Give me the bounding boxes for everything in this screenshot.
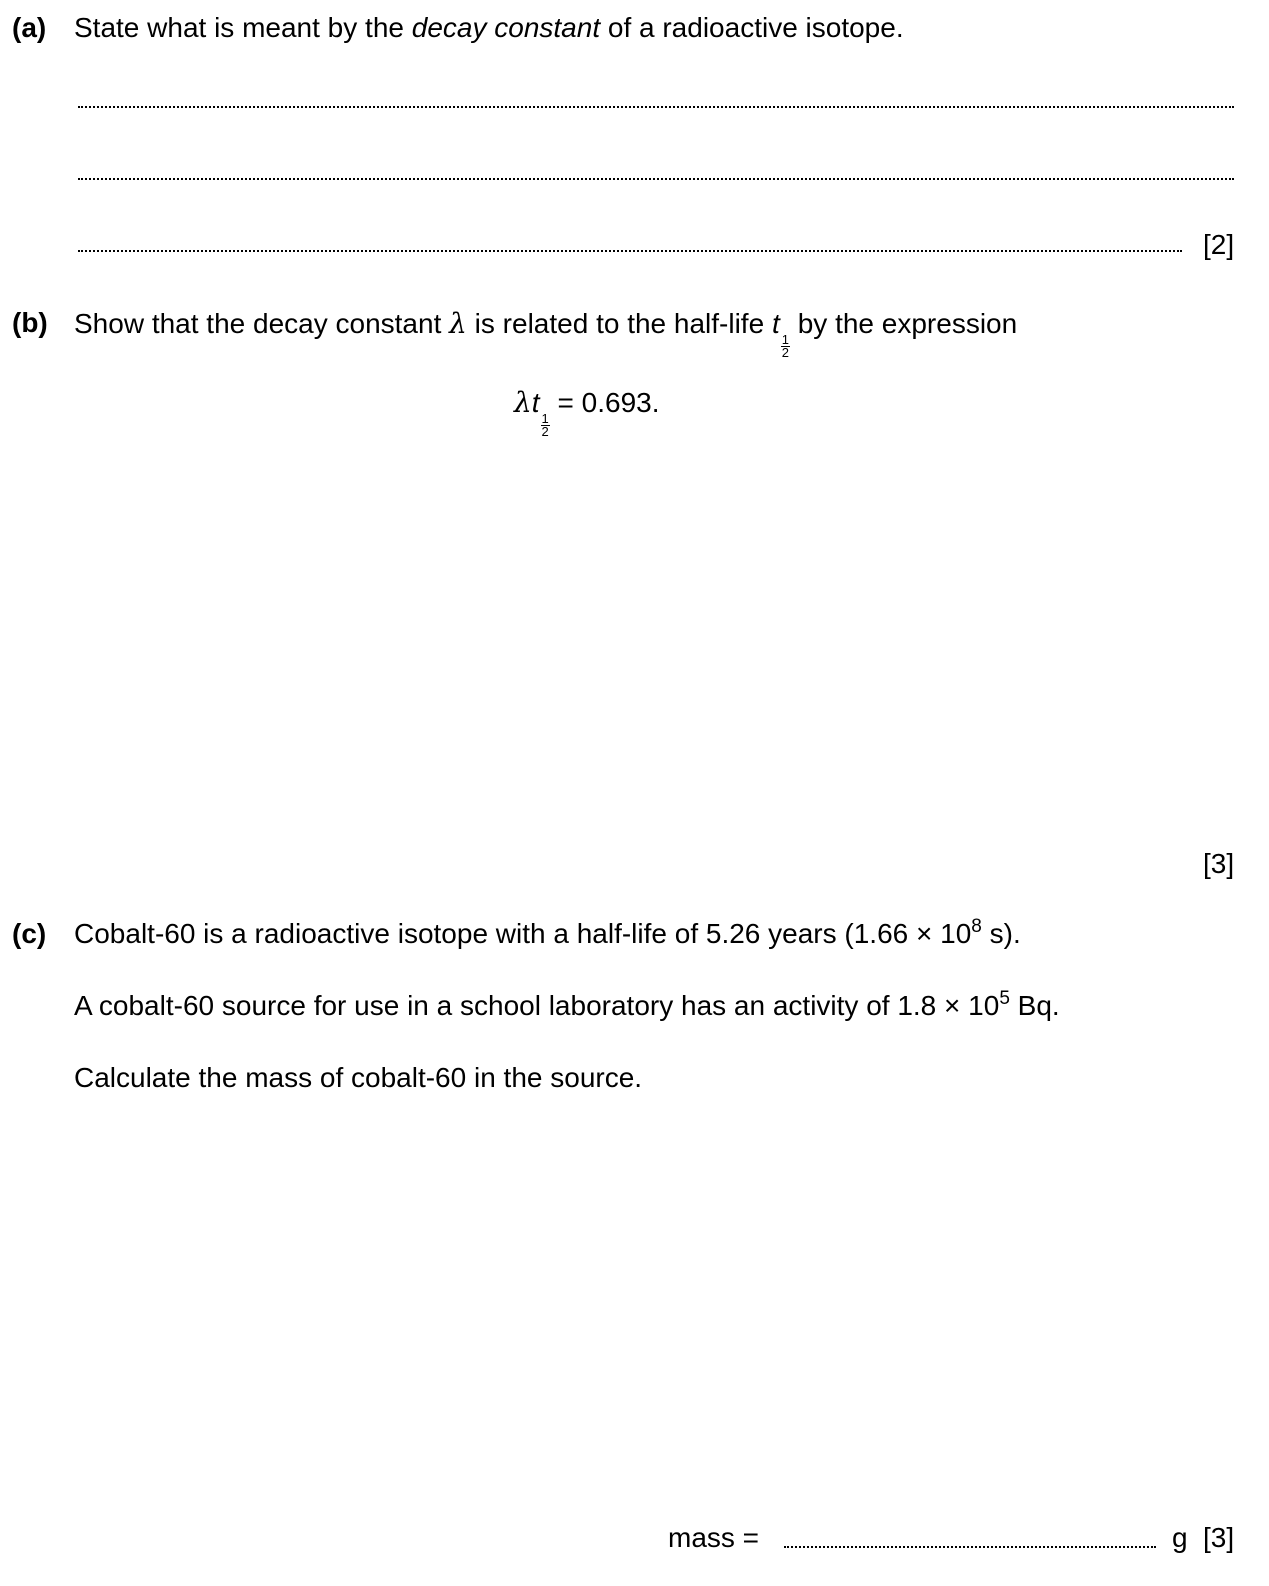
part-a-text-after: of a radioactive isotope. <box>600 12 904 43</box>
part-c-line-1 <box>74 918 1021 950</box>
lambda-symbol: λ <box>449 307 467 340</box>
answer-line-a2[interactable] <box>78 178 1234 180</box>
part-b-question <box>74 307 1017 359</box>
part-b-marks: [3] <box>1203 848 1235 879</box>
part-c-line-3: Calculate the mass of cobalt-60 in the source. <box>74 1062 643 1093</box>
part-b-text-middle: is related to the half-life <box>466 308 772 339</box>
part-a-label: (a) <box>12 12 47 43</box>
expression-lambda: λ <box>514 386 532 419</box>
part-a-question <box>74 12 904 44</box>
half-numerator: 1 <box>781 332 789 347</box>
part-c-marks: [3] <box>1203 1522 1235 1553</box>
expression-value: = 0.693. <box>549 387 660 418</box>
part-a-marks: [2] <box>1203 229 1235 260</box>
answer-line-a3[interactable] <box>78 250 1182 252</box>
mass-unit: g <box>1172 1522 1188 1553</box>
part-c-line-1-text: Cobalt-60 is a radioactive isotope with a half-life of 5.26 years (1.66 × 10 <box>74 918 972 949</box>
part-a-term: decay constant <box>411 12 601 43</box>
mass-label: mass = <box>668 1522 760 1553</box>
part-c-line-2-exponent: 5 <box>999 988 1010 1009</box>
part-c-line-1-exponent: 8 <box>971 916 982 937</box>
part-c-line-1-end: s). <box>981 918 1021 949</box>
expression-t: t <box>531 387 540 418</box>
answer-line-a1[interactable] <box>78 106 1234 108</box>
half-denominator: 2 <box>781 345 789 360</box>
part-b-working-space[interactable] <box>0 430 1269 840</box>
part-c-line-2-end: Bq. <box>1009 990 1060 1021</box>
half-fraction <box>781 334 790 359</box>
part-b-text-before: Show that the decay constant <box>74 308 450 339</box>
half-life-symbol: t <box>771 308 780 339</box>
part-b-label: (b) <box>12 307 48 338</box>
part-a-text-before: State what is meant by the <box>74 12 412 43</box>
expression-half-numerator: 1 <box>541 411 549 426</box>
part-c-working-space[interactable] <box>0 1110 1269 1510</box>
mass-answer-line[interactable] <box>784 1546 1156 1548</box>
part-c-line-2 <box>74 990 1060 1022</box>
expression-half-denominator: 2 <box>541 424 549 439</box>
part-c-label: (c) <box>12 918 47 949</box>
part-b-text-after: by the expression <box>789 308 1018 339</box>
part-c-line-2-text: A cobalt-60 source for use in a school laboratory has an activity of 1.8 × 10 <box>74 990 1000 1021</box>
